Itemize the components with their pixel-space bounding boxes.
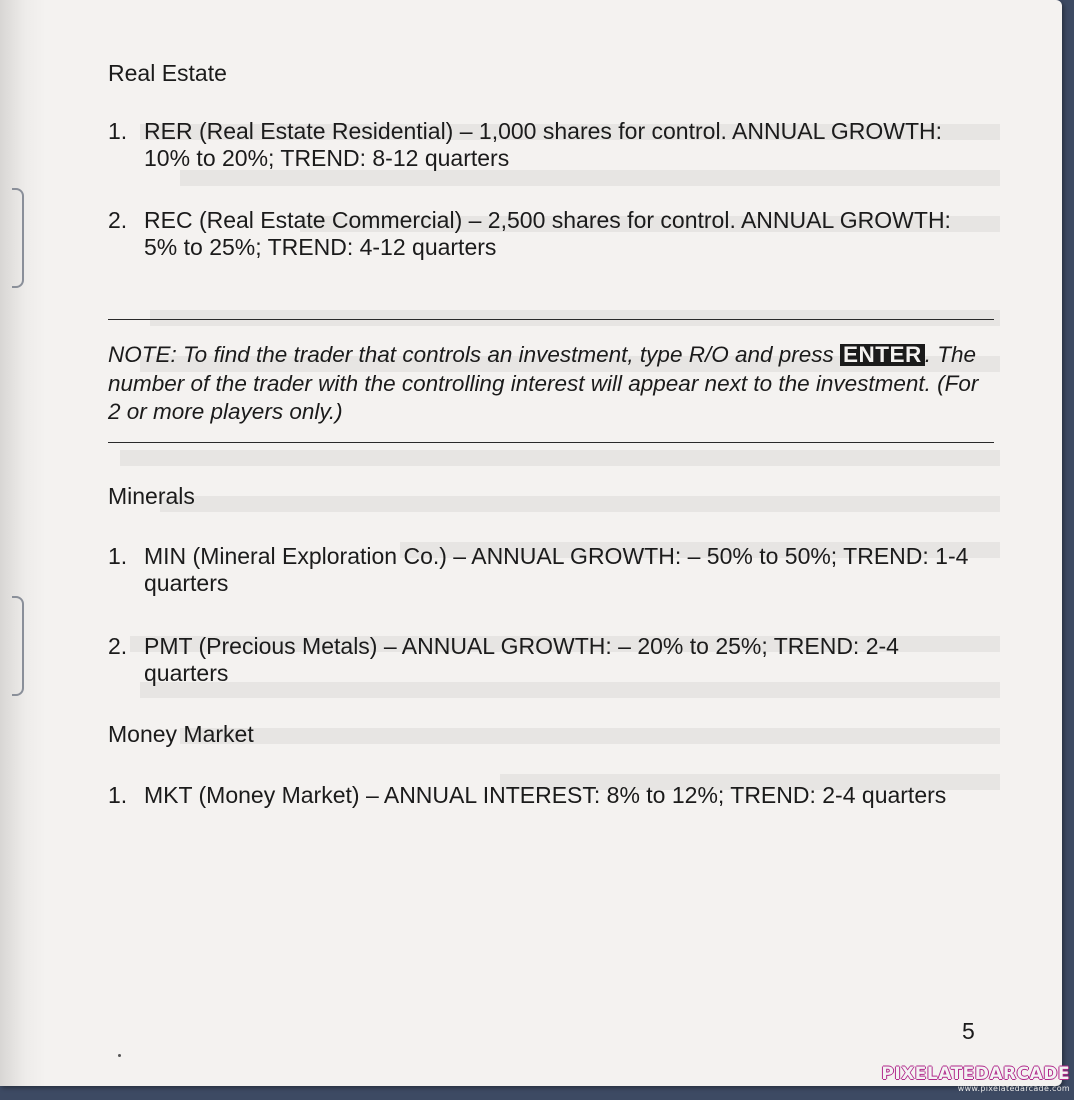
spine-shadow [0, 0, 46, 1086]
bleed-through-texture [120, 80, 1000, 808]
staple-bottom [12, 596, 24, 696]
note-top-divider [108, 319, 994, 320]
list-item-number: 2. [108, 633, 128, 659]
list-item-number: 1. [108, 118, 128, 144]
note-text-part2: . The number of the trader with the controlling interest will appear next to the investment. (For 2 or more players only.) [108, 342, 979, 424]
list-item-text: MKT (Money Market) – ANNUAL INTEREST: 8% to 12%; TREND: 2-4 quarters [144, 782, 947, 808]
list-item-text: PMT (Precious Metals) – ANNUAL GROWTH: – 20% to 25%; TREND: 2-4 quarters [144, 633, 899, 686]
print-mark [118, 1054, 121, 1057]
note-box [108, 341, 988, 427]
list-item-rec [108, 207, 978, 261]
watermark-title: PIXELATEDARCADE [881, 1064, 1070, 1084]
section-heading-minerals: Minerals [108, 483, 195, 509]
watermark-url: www.pixelatedarcade.com [957, 1084, 1070, 1093]
list-item-number: 2. [108, 207, 128, 233]
list-item-pmt [108, 633, 978, 687]
list-item-text: RER (Real Estate Residential) – 1,000 shares for control. ANNUAL GROWTH: 10% to 20%; TREND: 8-12 quarters [144, 118, 943, 171]
list-item-min [108, 543, 978, 597]
enter-key-glyph: ENTER [840, 344, 925, 366]
note-bottom-divider [108, 442, 994, 443]
list-item-mkt [108, 782, 978, 809]
staple-top [12, 188, 24, 288]
list-item-text: REC (Real Estate Commercial) – 2,500 shares for control. ANNUAL GROWTH: 5% to 25%; TREND: 4-12 quarters [144, 207, 951, 260]
section-heading-real-estate: Real Estate [108, 60, 227, 86]
list-item-number: 1. [108, 782, 128, 808]
list-item-rer [108, 118, 978, 172]
page-number: 5 [962, 1018, 975, 1044]
list-item-number: 1. [108, 543, 128, 569]
note-text-part1: NOTE: To find the trader that controls an investment, type R/O and press [108, 342, 841, 367]
section-heading-money-market: Money Market [108, 721, 254, 747]
list-item-text: MIN (Mineral Exploration Co.) – ANNUAL GROWTH: – 50% to 50%; TREND: 1-4 quarters [144, 543, 969, 596]
watermark [874, 1064, 1070, 1094]
